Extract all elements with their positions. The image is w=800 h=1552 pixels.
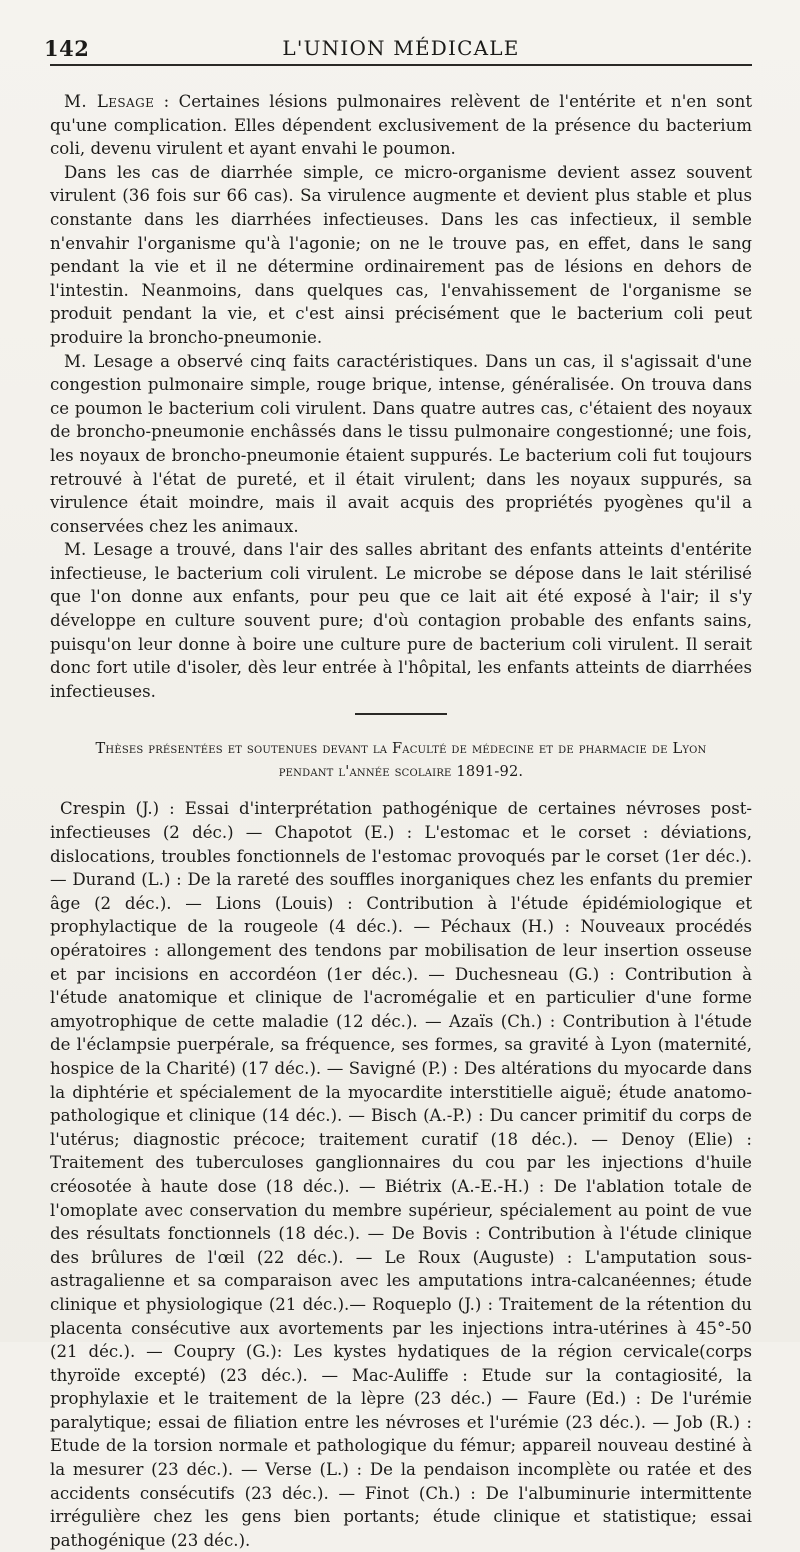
section-heading (50, 737, 752, 783)
paragraph-text: : Certaines lésions pulmonaires relèvent de l'entérite et n'en sont qu'une complication. Elles dépendent exclusivement de la présence du bacterium coli, devenu virulent et ayant envahi le poumon. (50, 92, 753, 159)
section-divider (355, 713, 447, 715)
paragraph-diarrhea: Dans les cas de diarrhée simple, ce micro-organisme devient assez souvent virulent (36 fois sur 66 cas). Sa virulence augmente et devient plus stable et plus constante dans les diarrhées infectieuses. Dans les cas infectieux, il semble n'envahir l'organisme qu'à l'agonie; on ne le trouve pas, en effet, dans le sang pendant la vie et il ne détermine ordinairement pas de lésions en dehors de l'intestin. Neanmoins, dans quelques cas, l'envahissement de l'organisme se produit pendant la vie, et c'est ainsi précisément que le bacterium coli peut produire la broncho-pneumonie. (50, 162, 752, 347)
paragraph-lesage-intro (50, 90, 752, 161)
section-heading-line2 (50, 760, 752, 783)
author-name: M. Lesage (64, 92, 155, 111)
article-body (50, 90, 752, 703)
page-header (44, 34, 752, 66)
paragraph-contagion: M. Lesage a trouvé, dans l'air des salles abritant des enfants atteints d'entérite infectieuse, le bacterium coli virulent. Le microbe se dépose dans le lait stérilisé que l'on donne aux enfants, pour peu que ce lait ait été exposé à l'air; il s'y développe en culture souvent pure; d'où contagion probable des enfants sains, puisqu'on leur donne à boire une culture pure de bacterium coli virulent. Il serait donc fort utile d'isoler, dès leur entrée à l'hôpital, les enfants atteints de diarrhées infectieuses. (50, 540, 752, 701)
theses-list: Crespin (J.) : Essai d'interprétation pathogénique de certaines névroses post-infectieuses (2 déc.) — Chapotot (E.) : L'estomac et le corset : déviations, dislocations, troubles fonctionnels de l'estomac provoqués par le corset (1er déc.). — Durand (L.) : De la rareté des souffles inorganiques chez les enfants du premier âge (2 déc.). — Lions (Louis) : Contribution à l'étude épidémiologique et prophylactique de la rougeole (4 déc.). — Péchaux (H.) : Nouveaux procédés opératoires : allongement des tendons par mobilisation de leur insertion osseuse et par incisions en accordéon (1er déc.). — Duchesneau (G.) : Contribution à l'étude anatomique et clinique de l'acromégalie et en particulier d'une forme amyotrophique de cette maladie (12 déc.). — Azaïs (Ch.) : Contribution à l'étude de l'éclampsie puerpérale, sa fréquence, ses formes, sa gravité à Lyon (maternité, hospice de la Charité) (17 déc.). — Savigné (P.) : Des altérations du myocarde dans la diphtérie et spécialement de la myocardite interstitielle aiguë; étude anatomo-pathologique et clinique (14 déc.). — Bisch (A.-P.) : Du cancer primitif du corps de l'utérus; diagnostic précoce; traitement curatif (18 déc.). — Denoy (Elie) : Traitement des tuberculoses ganglionnaires du cou par les injections d'huile créosotée à haute dose (18 déc.). — Biétrix (A.-E.-H.) : De l'ablation totale de l'omoplate avec conservation du membre supérieur, spécialement au point de vue des résultats fonctionnels (18 déc.). — De Bovis : Contribution à l'étude clinique des brûlures de l'œil (22 déc.). — Le Roux (Auguste) : L'amputation sous-astragalienne et sa comparaison avec les amputations intra-calcanéennes; étude clinique et physiologique (21 déc.).— Roqueplo (J.) : Traitement de la rétention du placenta consécutive aux avortements par les injections intra-utérines à 45°-50 (21 déc.). — Coupry (G.): Les kystes hydatiques de la région cervicale(corps thyroïde excepté) (23 déc.). — Mac-Auliffe : Etude sur la contagiosité, la prophylaxie et le traitement de la lèpre (23 déc.) — Faure (Ed.) : De l'urémie paralytique; essai de filiation entre les névroses et l'urémie (23 déc.). — Job (R.) : Etude de la torsion normale et pathologique du fémur; appareil nouveau destiné à la mesurer (23 déc.). — Verse (L.) : De la pendaison incomplète ou ratée et des accidents consécutifs (23 déc.). — Finot (Ch.) : De l'albuminurie intermittente irrégulière chez les gens bien portants; étude clinique et statistique; essai pathogénique (23 déc.). (50, 799, 752, 1550)
paragraph-observations: M. Lesage a observé cinq faits caractéristiques. Dans un cas, il s'agissait d'une congestion pulmonaire simple, rouge brique, intense, généralisée. On trouva dans ce poumon le bacterium coli virulent. Dans quatre autres cas, c'étaient des noyaux de broncho-pneumonie enchâssés dans le tissu pulmonaire congestionné; une fois, les noyaux de broncho-pneumonie étaient suppurés. Le bacterium coli fut toujours retrouvé à l'état de pureté, et il était virulent; dans les noyaux suppurés, sa virulence était moindre, mais il avait acquis des propriétés pyogènes qu'il a conservées chez les animaux. (50, 351, 752, 536)
section-heading-prefix: pendant l'année scolaire (278, 763, 457, 781)
section-heading-year: 1891-92. (456, 763, 524, 781)
page-number: 142 (44, 36, 90, 61)
running-title: L'UNION MÉDICALE (282, 36, 520, 60)
section-heading-line1: Thèses présentées et soutenues devant la Faculté de médecine et de pharmacie de Lyon (95, 740, 707, 758)
